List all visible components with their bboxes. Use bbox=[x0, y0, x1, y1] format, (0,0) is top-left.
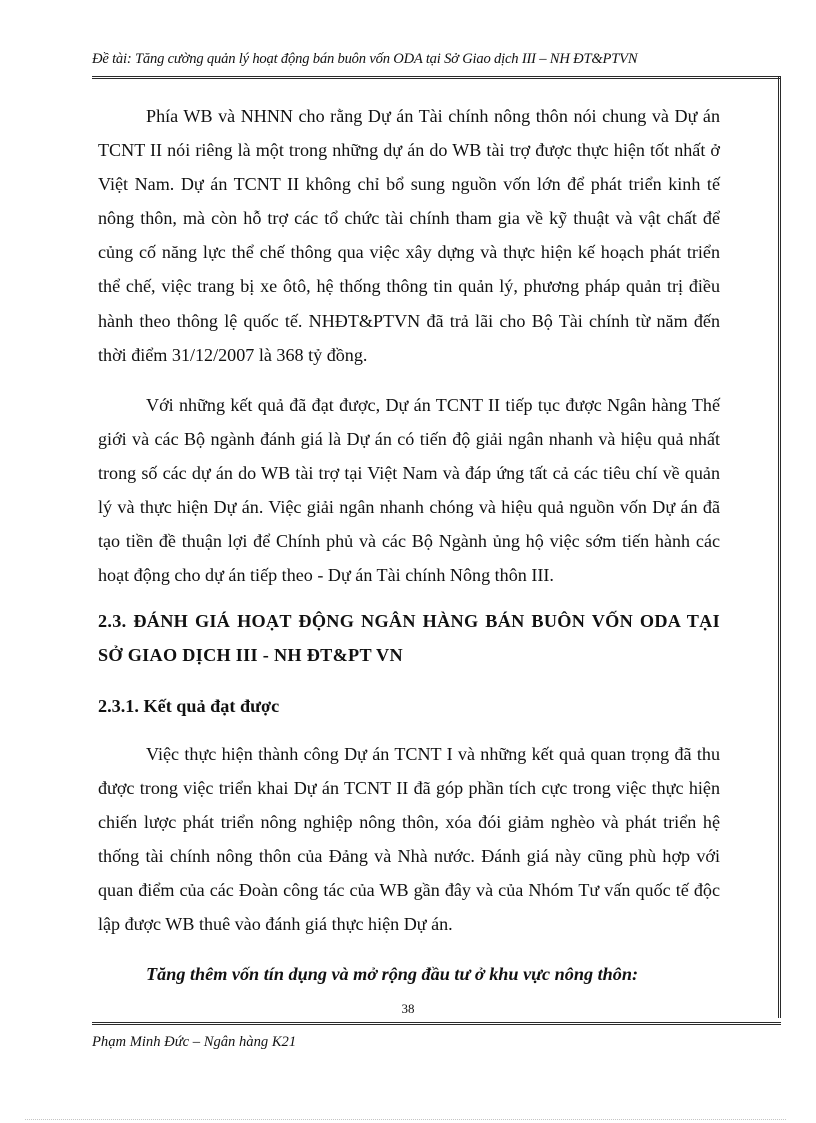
subsection-heading: 2.3.1. Kết quả đạt được bbox=[98, 696, 280, 716]
right-margin-rule bbox=[778, 76, 781, 1018]
page-footer-author: Phạm Minh Đức – Ngân hàng K21 bbox=[92, 1034, 297, 1050]
paragraph-2: Với những kết quả đã đạt được, Dự án TCNT II tiếp tục được Ngân hàng Thế giới và các Bộ ngành đánh giá là Dự án có tiến độ giải ngân nhanh và hiệu quả nhất trong số các dự án do WB tài trợ tại Việt Nam và đáp ứng tất cả các tiêu chí về quản lý và thực hiện Dự án. Việc giải ngân nhanh chóng và hiệu quả nguồn vốn Dự án đã tạo tiền đề thuận lợi để Chính phủ và các Bộ Ngành ủng hộ việc sớm tiến hành các hoạt động cho dự án tiếp theo - Dự án Tài chính Nông thôn III. bbox=[98, 395, 720, 586]
footer-rule bbox=[92, 1022, 781, 1025]
header-rule bbox=[92, 76, 781, 79]
paragraph-1: Phía WB và NHNN cho rằng Dự án Tài chính nông thôn nói chung và Dự án TCNT II nói riêng là một trong những dự án do WB tài trợ được thực hiện tốt nhất ở Việt Nam. Dự án TCNT II không chỉ bổ sung nguồn vốn lớn để phát triển kinh tế nông thôn, mà còn hỗ trợ các tổ chức tài chính tham gia về kỹ thuật và vật chất để củng cố năng lực thể chế thông qua việc xây dựng và thực hiện kế hoạch phát triển thể chế, việc trang bị xe ôtô, hệ thống thông tin quản lý, phương pháp quản trị điều hành theo thông lệ quốc tế. NHĐT&PTVN đã trả lãi cho Bộ Tài chính từ năm đến thời điểm 31/12/2007 là 368 tỷ đồng. bbox=[98, 106, 720, 365]
page-number: 38 bbox=[401, 1001, 415, 1016]
page-header-title: Đề tài: Tăng cường quản lý hoạt động bán buôn vốn ODA tại Sở Giao dịch III – NH ĐT&PTVN bbox=[92, 51, 638, 67]
paragraph-3: Việc thực hiện thành công Dự án TCNT I và những kết quả quan trọng đã thu được trong việc triển khai Dự án TCNT II đã góp phần tích cực trong việc thực hiện chiến lược phát triển nông nghiệp nông thôn, xóa đói giảm nghèo và phát triển hệ thống tài chính nông thôn của Đảng và Nhà nước. Đánh giá này cũng phù hợp với quan điểm của các Đoàn công tác của WB gần đây và của Nhóm Tư vấn quốc tế độc lập được WB thuê vào đánh giá thực hiện Dự án. bbox=[98, 744, 720, 935]
page-bottom-dotted-border bbox=[25, 1119, 786, 1120]
section-heading: 2.3. ĐÁNH GIÁ HOẠT ĐỘNG NGÂN HÀNG BÁN BUÔN VỐN ODA TẠI SỞ GIAO DỊCH III - NH ĐT&PT VN bbox=[98, 611, 720, 665]
italic-subheading: Tăng thêm vốn tín dụng và mở rộng đầu tư ở khu vực nông thôn: bbox=[146, 964, 639, 984]
